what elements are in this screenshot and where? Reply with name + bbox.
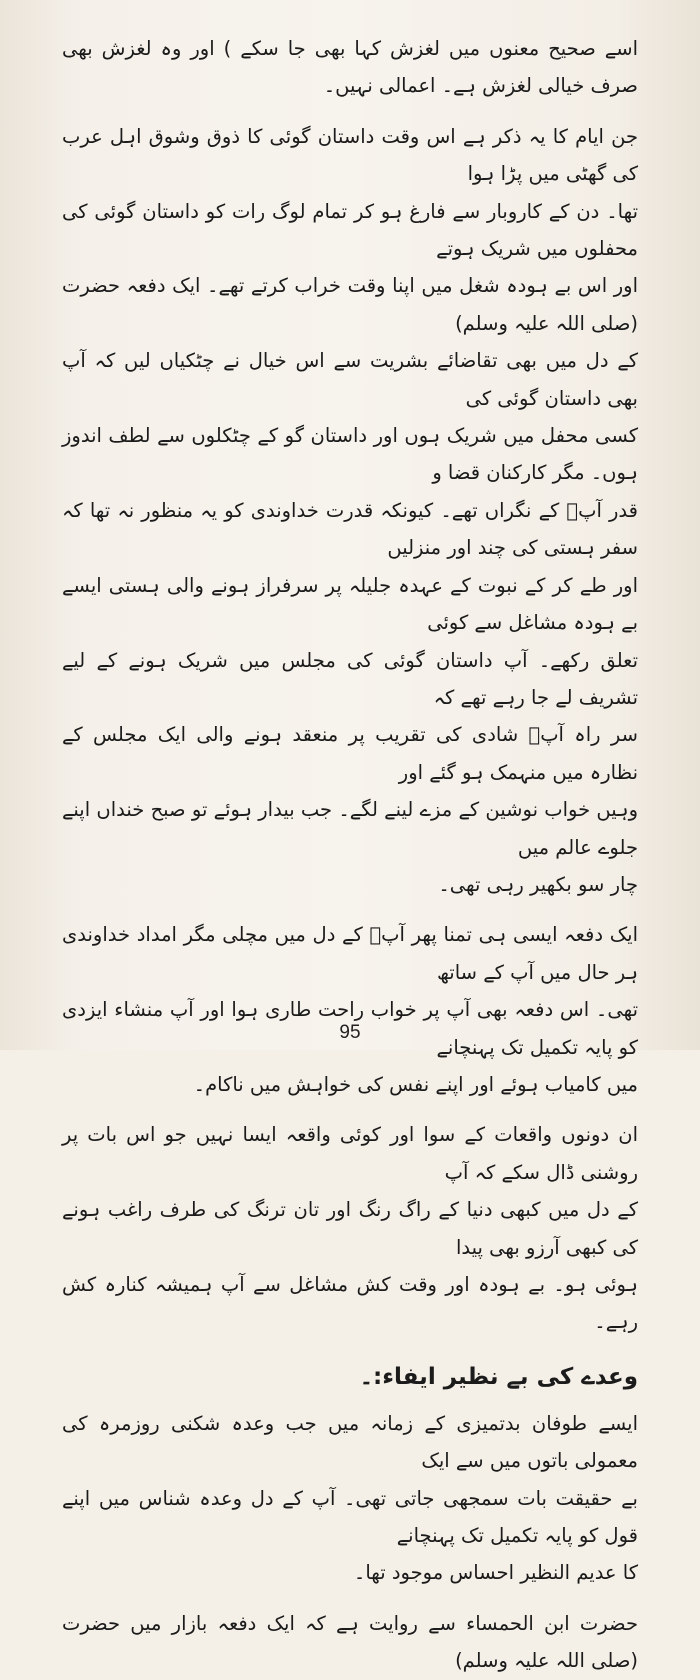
section-heading: وعدے کی بے نظیر ایفاء:۔ xyxy=(359,1363,638,1390)
paragraph-4: ان دونوں واقعات کے سوا اور کوئی واقعہ ایسا نہیں جو اس بات پر روشنی ڈال سکے کہ آپ کے دل میں کبھی دنیا کے راگ رنگ اور تان ترنگ کی طرف راغب ہونے کی کبھی آرزو بھی پیدا ہوئی ہو۔ بے ہودہ اور وقت کش مشاغل سے آپ ہمیشہ کنارہ کش رہے۔ xyxy=(62,1123,638,1334)
paragraph-1: اسے صحیح معنوں میں لغزش کہا بھی جا سکے ) اور وہ لغزش بھی صرف خیالی لغزش ہے۔ اعمالی نہیں۔ xyxy=(62,37,638,98)
paragraph-2: جن ایام کا یہ ذکر ہے اس وقت داستان گوئی کا ذوق وشوق اہل عرب کی گھٹی میں پڑا ہوا تھا۔ دن کے کاروبار سے فارغ ہو کر تمام لوگ رات کو داستان گوئی کی محفلوں میں شریک ہوتے اور اس بے ہودہ شغل میں اپنا وقت خراب کرتے تھے۔ ایک دفعہ حضرت (صلی اللہ علیہ وسلم) کے دل میں بھی تقاضائے بشریت سے اس خیال نے چٹکیاں لیں کہ آپ بھی داستان گوئی کی کسی محفل میں شریک ہوں اور داستان گو کے چٹکلوں سے لطف اندوز ہوں۔ مگر کارکنان قضا و قدر آپؐ کے نگراں تھے۔ کیونکہ قدرت خداوندی کو یہ منظور نہ تھا کہ سفر ہستی کی چند اور منزلیں اور طے کر کے نبوت کے عہدہ جلیلہ پر سرفراز ہونے والی ہستی ایسے بے ہودہ مشاغل سے کوئی تعلق رکھے۔ آپ داستان گوئی کی مجلس میں شریک ہونے کے لیے تشریف لے جا رہے تھے کہ سر راہ آپؐ شادی کی تقریب پر منعقد ہونے والی ایک مجلس کے نظارہ میں منہمک ہو گئے اور وہیں خواب نوشین کے مزے لینے لگے۔ جب بیدار ہوئے تو صبح خنداں اپنے جلوے عالم میں چار سو بکھیر رہی تھی۔ xyxy=(62,124,638,896)
paragraph-3: ایک دفعہ ایسی ہی تمنا پھر آپؐ کے دل میں مچلی مگر امداد خداوندی ہر حال میں آپ کے ساتھ تھی۔ اس دفعہ بھی آپ پر خواب راحت طاری ہوا اور آپ منشاء ایزدی کو پایہ تکمیل تک پہنچانے میں کامیاب ہوئے اور اپنے نفس کی خواہش میں ناکام۔ xyxy=(62,923,638,1096)
paragraph-5: ایسے طوفان بدتمیزی کے زمانہ میں جب وعدہ شکنی روزمرہ کی معمولی باتوں میں سے ایک بے حقیقت بات سمجھی جاتی تھی۔ آپ کے دل وعدہ شناس میں اپنے قول کو پایہ تکمیل تک پہنچانے کا عدیم النظیر احساس موجود تھا۔ xyxy=(62,1411,638,1585)
paragraph-6: حضرت ابن الحمساء سے روایت ہے کہ ایک دفعہ بازار میں حضرت (صلی اللہ علیہ وسلم) xyxy=(62,1611,638,1673)
page-number: 95 xyxy=(339,1022,361,1043)
page-text xyxy=(62,30,638,1680)
